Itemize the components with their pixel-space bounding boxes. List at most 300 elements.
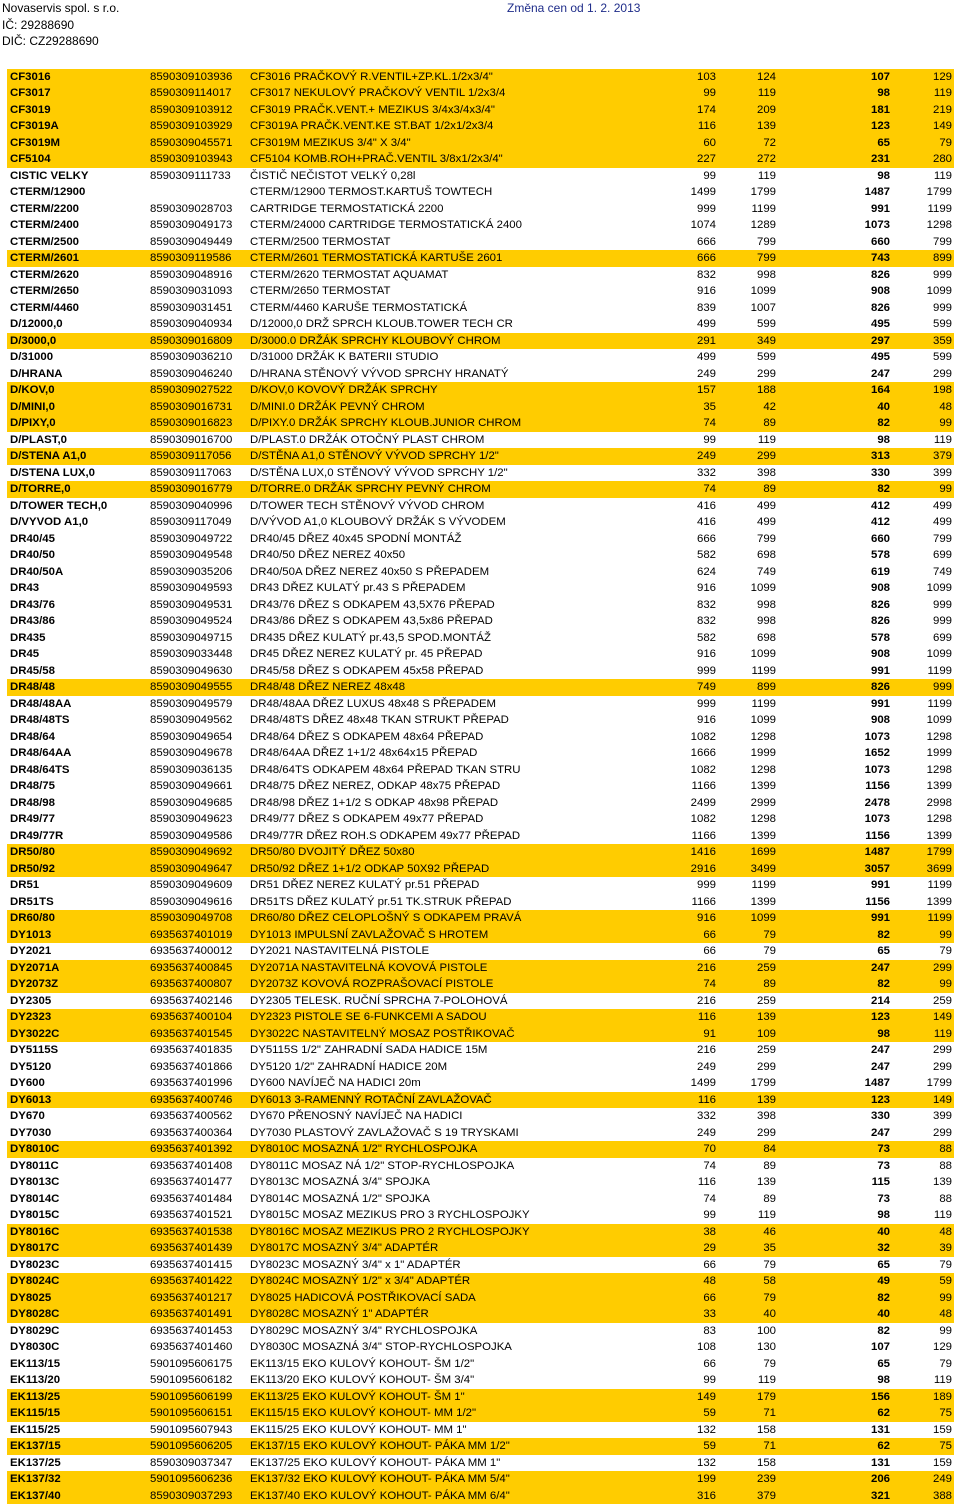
table-row — [7, 300, 954, 317]
price-new-vat: 88 — [939, 1159, 952, 1172]
price-old-net: 99 — [703, 169, 716, 182]
table-row — [7, 333, 954, 350]
table-row — [7, 877, 954, 894]
product-description: DR48/64TS ODKAPEM 48x64 PŘEPAD TKAN STRU — [250, 763, 521, 776]
price-new-vat: 159 — [932, 1423, 952, 1436]
ean-code: 6935637401491 — [150, 1308, 233, 1320]
product-code: CF5104 — [10, 153, 51, 165]
price-old-vat: 799 — [756, 252, 776, 264]
price-old-vat: 272 — [756, 153, 776, 165]
ean-code: 8590309016731 — [150, 400, 233, 413]
table-row — [7, 432, 954, 449]
price-new-vat: 119 — [933, 169, 952, 182]
ean-code: 6935637400012 — [150, 945, 233, 957]
product-description: CTERM/12900 TERMOST.KARTUŠ TOWTECH — [250, 186, 493, 198]
price-new-net: 206 — [870, 1473, 890, 1485]
table-row — [7, 1389, 954, 1406]
price-old-net: 74 — [703, 1192, 716, 1205]
price-old-net: 999 — [696, 664, 716, 677]
ean-code: 6935637401460 — [150, 1341, 233, 1353]
price-change-note: Změna cen od 1. 2. 2013 — [507, 1, 641, 15]
price-old-vat: 1099 — [750, 912, 776, 924]
product-code: DR50/80 — [10, 846, 55, 858]
price-old-vat: 188 — [756, 384, 776, 396]
product-description: DY2021 NASTAVITELNÁ PISTOLE — [250, 945, 430, 957]
table-row — [7, 1009, 954, 1026]
product-code: EK137/32 — [10, 1473, 61, 1485]
price-new-vat: 379 — [932, 450, 952, 462]
product-code: DY600 — [10, 1077, 45, 1089]
price-old-net: 66 — [703, 1258, 716, 1271]
product-description: DY3022C NASTAVITELNÝ MOSAZ POSTŘIKOVAČ — [250, 1027, 515, 1040]
table-row — [7, 1092, 954, 1109]
price-old-net: 116 — [697, 120, 716, 132]
table-row — [7, 679, 954, 696]
price-new-net: 908 — [870, 285, 890, 297]
ean-code: 8590309049678 — [150, 747, 233, 759]
price-old-net: 35 — [703, 400, 716, 413]
product-code: DR40/50 — [10, 549, 55, 561]
product-code: DR43 — [10, 582, 40, 594]
price-old-net: 60 — [703, 136, 716, 149]
product-description: DY8017C MOSAZNÝ 3/4" ADAPTÉR — [250, 1242, 439, 1254]
product-description: CARTRIDGE TERMOSTATICKÁ 2200 — [250, 202, 444, 215]
price-old-net: 416 — [696, 516, 716, 528]
ean-code: 6935637401521 — [150, 1209, 233, 1221]
price-old-net: 66 — [703, 1291, 716, 1304]
product-description: D/TOWER TECH STĚNOVÝ VÝVOD CHROM — [250, 499, 485, 512]
price-new-vat: 149 — [932, 120, 952, 132]
product-description: EK115/15 EKO KULOVÝ KOHOUT- MM 1/2" — [250, 1407, 477, 1419]
product-description: CTERM/4460 KARUŠE TERMOSTATICKÁ — [250, 301, 468, 314]
price-new-vat: 99 — [939, 978, 952, 990]
price-new-net: 65 — [877, 945, 890, 957]
price-new-net: 247 — [870, 1044, 890, 1056]
product-description: CTERM/24000 CARTRIDGE TERMOSTATICKÁ 2400 — [250, 219, 522, 231]
ean-code: 8590309031451 — [150, 301, 233, 314]
price-old-net: 149 — [696, 1390, 716, 1403]
price-old-vat: 1099 — [750, 648, 776, 660]
table-row — [7, 696, 954, 713]
product-code: CTERM/2200 — [10, 202, 80, 215]
product-code: EK115/15 — [10, 1407, 61, 1419]
table-row — [7, 283, 954, 300]
price-old-net: 83 — [703, 1324, 716, 1337]
product-code: CTERM/2400 — [10, 219, 80, 231]
price-new-net: 40 — [877, 400, 890, 413]
table-row — [7, 1191, 954, 1208]
product-code: DY7030 — [10, 1126, 52, 1139]
price-old-vat: 109 — [756, 1027, 776, 1040]
price-new-vat: 299 — [932, 367, 952, 380]
price-old-net: 999 — [696, 879, 716, 891]
price-old-net: 116 — [697, 1011, 716, 1023]
price-old-vat: 499 — [756, 516, 776, 528]
price-old-vat: 1099 — [750, 285, 776, 297]
price-old-net: 332 — [696, 466, 716, 479]
ean-code: 5901095606199 — [150, 1390, 233, 1403]
product-description: D/12000,0 DRŽ SPRCH KLOUB.TOWER TECH CR — [250, 318, 513, 330]
ean-code: 8590309049562 — [150, 714, 233, 726]
ean-code: 5901095607943 — [150, 1423, 233, 1436]
ean-code: 6935637401866 — [150, 1060, 233, 1073]
product-code: DR48/48TS — [10, 714, 70, 726]
product-description: DR50/92 DŘEZ 1+1/2 ODKAP 50X92 PŘEPAD — [250, 862, 490, 875]
price-old-net: 1082 — [690, 813, 716, 825]
ean-code: 6935637401415 — [150, 1258, 233, 1271]
price-old-vat: 46 — [763, 1225, 776, 1238]
product-description: EK113/25 EKO KULOVÝ KOHOUT- ŠM 1" — [250, 1390, 465, 1403]
price-new-net: 98 — [877, 169, 890, 182]
price-old-vat: 71 — [763, 1407, 776, 1419]
price-old-net: 249 — [696, 1060, 716, 1073]
price-old-net: 291 — [696, 334, 716, 347]
product-description: CTERM/2650 TERMOSTAT — [250, 285, 391, 297]
price-new-net: 1073 — [864, 219, 890, 231]
product-code: EK113/15 — [10, 1357, 61, 1370]
product-code: D/MINI,0 — [10, 400, 55, 413]
table-row — [7, 1290, 954, 1307]
price-old-vat: 998 — [756, 268, 776, 281]
product-code: DR50/92 — [10, 862, 55, 875]
price-new-vat: 999 — [932, 598, 952, 611]
ean-code: 6935637401477 — [150, 1176, 233, 1188]
price-old-vat: 1399 — [750, 895, 776, 908]
price-new-net: 991 — [870, 202, 890, 215]
price-new-vat: 599 — [932, 318, 952, 330]
ean-code: 8590309040996 — [150, 499, 233, 512]
price-new-vat: 999 — [932, 681, 952, 693]
price-old-vat: 1399 — [750, 829, 776, 842]
product-code: DR48/48AA — [10, 697, 72, 710]
product-description: DY5120 1/2" ZAHRADNÍ HADICE 20M — [250, 1060, 448, 1073]
product-code: DY2021 — [10, 945, 52, 957]
price-old-vat: 1699 — [750, 846, 776, 858]
price-new-net: 1073 — [864, 813, 890, 825]
table-row — [7, 943, 954, 960]
table-row — [7, 168, 954, 185]
price-new-vat: 999 — [932, 268, 952, 281]
product-description: D/PLAST.0 DRŽÁK OTOČNÝ PLAST CHROM — [250, 433, 485, 446]
table-row — [7, 745, 954, 762]
price-new-net: 247 — [870, 1126, 890, 1139]
price-new-net: 1156 — [865, 780, 890, 792]
price-new-net: 908 — [870, 648, 890, 660]
price-old-vat: 239 — [756, 1473, 776, 1485]
product-code: DR60/80 — [10, 912, 55, 924]
product-description: DR48/75 DŘEZ NEREZ, ODKAP 48x75 PŘEPAD — [250, 780, 501, 792]
ean-code: 8590309049548 — [150, 549, 233, 561]
price-old-net: 1166 — [691, 780, 716, 792]
table-row — [7, 481, 954, 498]
price-old-vat: 119 — [757, 433, 776, 446]
ean-code: 6935637401835 — [150, 1044, 233, 1056]
table-row — [7, 382, 954, 399]
price-new-net: 65 — [877, 1258, 890, 1271]
table-row — [7, 151, 954, 168]
price-old-net: 582 — [696, 549, 716, 561]
price-new-vat: 1298 — [926, 730, 952, 743]
product-code: DY6013 — [10, 1093, 52, 1106]
price-old-net: 38 — [703, 1225, 716, 1238]
price-new-vat: 198 — [932, 384, 952, 396]
product-description: DR45/58 DŘEZ S ODKAPEM 45x58 PŘEPAD — [250, 664, 484, 677]
ean-code: 6935637400364 — [150, 1126, 233, 1139]
ean-code: 8590309033448 — [150, 648, 233, 660]
price-old-vat: 79 — [763, 1357, 776, 1370]
price-new-vat: 99 — [939, 483, 952, 495]
product-description: EK137/15 EKO KULOVÝ KOHOUT- PÁKA MM 1/2" — [250, 1440, 510, 1452]
ean-code: 5901095606151 — [150, 1407, 233, 1419]
ean-code: 8590309049661 — [150, 780, 233, 792]
price-new-vat: 39 — [939, 1242, 952, 1254]
price-old-net: 832 — [696, 598, 716, 611]
price-new-vat: 299 — [932, 961, 952, 974]
price-old-net: 99 — [703, 433, 716, 446]
price-new-vat: 1099 — [926, 285, 952, 297]
product-code: DY8011C — [10, 1159, 59, 1172]
product-code: D/PLAST,0 — [10, 433, 67, 446]
price-old-vat: 698 — [756, 549, 776, 561]
price-new-vat: 159 — [932, 1456, 952, 1469]
price-old-vat: 349 — [756, 334, 776, 347]
price-new-net: 82 — [877, 978, 890, 990]
price-old-vat: 499 — [756, 499, 776, 512]
price-old-net: 74 — [703, 417, 716, 429]
product-code: DY3022C — [10, 1027, 60, 1040]
product-description: DY8023C MOSAZNÝ 3/4" x 1" ADAPTÉR — [250, 1258, 461, 1271]
price-new-vat: 48 — [939, 1225, 952, 1238]
product-code: DR43/76 — [10, 598, 55, 611]
product-code: EK113/20 — [10, 1374, 61, 1386]
price-new-net: 1156 — [865, 895, 890, 908]
price-new-net: 247 — [870, 367, 890, 380]
price-old-net: 499 — [696, 351, 716, 363]
ean-code: 8590309016809 — [150, 334, 233, 347]
ean-code: 6935637401545 — [150, 1027, 233, 1040]
product-description: D/3000.0 DRŽÁK SPRCHY KLOUBOVÝ CHROM — [250, 334, 501, 347]
price-new-net: 62 — [877, 1407, 890, 1419]
ean-code: 8590309049593 — [150, 582, 233, 594]
price-old-net: 227 — [696, 153, 716, 165]
price-old-vat: 998 — [756, 615, 776, 627]
price-old-net: 59 — [703, 1440, 716, 1452]
price-old-vat: 42 — [763, 400, 776, 413]
ean-code: 8590309117063 — [150, 466, 232, 479]
product-description: CTERM/2500 TERMOSTAT — [250, 235, 391, 248]
table-row — [7, 1207, 954, 1224]
product-description: DY8016C MOSAZ MEZIKUS PRO 2 RYCHLOSPOJKY — [250, 1225, 530, 1238]
table-row — [7, 514, 954, 531]
price-new-net: 98 — [877, 433, 890, 446]
price-new-vat: 149 — [932, 1093, 952, 1106]
product-code: DR45 — [10, 648, 40, 660]
product-description: DR40/50A DŘEZ NEREZ 40x50 S PŘEPADEM — [250, 565, 490, 578]
price-new-vat: 499 — [932, 516, 952, 528]
product-description: DR40/50 DŘEZ NEREZ 40x50 — [250, 549, 406, 561]
price-new-vat: 75 — [939, 1440, 952, 1452]
table-row — [7, 1471, 954, 1488]
price-old-net: 216 — [696, 961, 716, 974]
price-new-net: 82 — [877, 483, 890, 495]
product-code: D/31000 — [10, 351, 54, 363]
price-new-net: 82 — [877, 1324, 890, 1337]
price-old-vat: 179 — [756, 1390, 776, 1403]
price-old-vat: 58 — [763, 1275, 776, 1287]
price-old-vat: 139 — [756, 120, 776, 132]
table-row — [7, 630, 954, 647]
price-old-net: 132 — [696, 1423, 716, 1436]
price-new-vat: 799 — [932, 235, 952, 248]
product-code: DY8029C — [10, 1324, 60, 1337]
ean-code: 8590309049449 — [150, 235, 233, 248]
price-new-vat: 139 — [932, 1176, 952, 1188]
table-row — [7, 1455, 954, 1472]
price-new-vat: 119 — [933, 1209, 952, 1221]
price-old-vat: 599 — [756, 351, 776, 363]
product-description: D/STĚNA A1,0 STĚNOVÝ VÝVOD SPRCHY 1/2" — [250, 450, 499, 462]
ean-code: 8590309028703 — [150, 202, 233, 215]
price-old-net: 1082 — [690, 763, 716, 776]
price-old-net: 839 — [696, 301, 716, 314]
price-old-vat: 398 — [756, 466, 776, 479]
price-old-net: 249 — [696, 450, 716, 462]
product-code: EK115/25 — [10, 1423, 61, 1436]
product-code: EK137/40 — [10, 1489, 61, 1502]
price-new-net: 73 — [877, 1159, 890, 1172]
product-code: DY8025 — [10, 1291, 52, 1304]
product-description: D/PIXY.0 DRŽÁK SPRCHY KLOUB.JUNIOR CHROM — [250, 417, 522, 429]
price-new-vat: 899 — [932, 252, 952, 264]
price-new-net: 1487 — [864, 846, 890, 858]
price-old-vat: 139 — [756, 1011, 776, 1023]
product-code: DY8016C — [10, 1225, 60, 1238]
price-new-net: 65 — [877, 1357, 890, 1370]
ean-code: 8590309016779 — [150, 483, 233, 495]
product-description: DY2305 TELESK. RUČNÍ SPRCHA 7-POLOHOVÁ — [250, 994, 508, 1007]
price-old-vat: 209 — [756, 103, 776, 116]
price-new-net: 73 — [877, 1192, 890, 1205]
ean-code: 6935637400104 — [150, 1011, 233, 1023]
product-code: DR48/75 — [10, 780, 55, 792]
price-new-vat: 1799 — [926, 1077, 952, 1089]
product-code: CF3016 — [10, 70, 51, 83]
table-row — [7, 597, 954, 614]
price-old-vat: 259 — [756, 994, 776, 1007]
price-old-vat: 89 — [763, 1192, 776, 1205]
price-new-vat: 1099 — [926, 714, 952, 726]
product-code: DY8028C — [10, 1308, 60, 1320]
price-new-net: 1487 — [864, 1077, 890, 1089]
price-new-net: 40 — [877, 1308, 890, 1320]
table-row — [7, 795, 954, 812]
price-old-vat: 1007 — [750, 301, 776, 314]
price-old-vat: 1999 — [750, 747, 776, 759]
price-new-vat: 1799 — [926, 846, 952, 858]
price-old-net: 157 — [696, 384, 716, 396]
price-old-net: 66 — [703, 1357, 716, 1370]
price-new-vat: 249 — [932, 1473, 952, 1485]
price-new-vat: 1799 — [926, 186, 952, 198]
price-new-net: 826 — [870, 598, 890, 611]
price-new-vat: 129 — [932, 1341, 952, 1353]
product-code: D/HRANA — [10, 367, 63, 380]
ean-code: 8590309036135 — [150, 763, 233, 776]
table-row — [7, 580, 954, 597]
price-old-vat: 40 — [763, 1308, 776, 1320]
price-new-net: 107 — [870, 70, 890, 83]
price-new-net: 82 — [877, 928, 890, 941]
price-new-net: 660 — [870, 235, 890, 248]
product-description: CTERM/2601 TERMOSTATICKÁ KARTUŠE 2601 — [250, 252, 503, 264]
product-code: DY8023C — [10, 1258, 60, 1271]
table-row — [7, 349, 954, 366]
product-code: D/KOV,0 — [10, 384, 55, 396]
price-old-net: 582 — [696, 631, 716, 644]
price-old-vat: 1099 — [750, 714, 776, 726]
price-new-net: 62 — [877, 1440, 890, 1452]
ean-code: 8590309049654 — [150, 730, 233, 743]
price-new-net: 65 — [877, 136, 890, 149]
product-description: DY8028C MOSAZNÝ 1" ADAPTÉR — [250, 1308, 429, 1320]
price-old-vat: 899 — [756, 681, 776, 693]
price-old-vat: 1199 — [751, 202, 776, 215]
product-description: DY8015C MOSAZ MEZIKUS PRO 3 RYCHLOSPOJKY — [250, 1209, 530, 1221]
price-old-vat: 89 — [763, 483, 776, 495]
price-new-vat: 299 — [932, 1060, 952, 1073]
price-new-net: 330 — [870, 466, 890, 479]
price-new-vat: 59 — [939, 1275, 952, 1287]
table-row — [7, 498, 954, 515]
product-description: CF3019 PRAČK.VENT.+ MEZIKUS 3/4x3/4x3/4" — [250, 103, 495, 116]
price-old-net: 624 — [696, 565, 716, 578]
price-new-vat: 79 — [939, 1258, 952, 1271]
price-old-vat: 1099 — [750, 582, 776, 594]
ean-code: 8590309111733 — [150, 169, 231, 182]
product-code: CISTIC VELKY — [10, 169, 89, 182]
price-new-net: 98 — [877, 1209, 890, 1221]
price-old-net: 749 — [696, 681, 716, 693]
price-new-net: 578 — [870, 549, 890, 561]
price-new-net: 826 — [870, 615, 890, 627]
table-row — [7, 960, 954, 977]
price-old-vat: 35 — [763, 1242, 776, 1254]
ean-code: 5901095606205 — [150, 1440, 233, 1452]
table-row — [7, 85, 954, 102]
product-code: DR435 — [10, 631, 46, 644]
price-old-net: 316 — [696, 1489, 716, 1502]
price-new-net: 181 — [870, 103, 890, 116]
price-new-net: 123 — [870, 1093, 890, 1106]
price-old-vat: 79 — [763, 1291, 776, 1304]
price-new-net: 908 — [870, 714, 890, 726]
ean-code: 8590309027522 — [150, 384, 233, 396]
table-row — [7, 1108, 954, 1125]
ean-code: 8590309049579 — [150, 697, 233, 710]
price-new-net: 495 — [870, 318, 890, 330]
price-old-net: 99 — [703, 1374, 716, 1386]
price-new-vat: 79 — [939, 1357, 952, 1370]
price-old-net: 116 — [697, 1176, 716, 1188]
price-old-net: 332 — [696, 1110, 716, 1122]
price-old-net: 103 — [696, 70, 716, 83]
price-new-net: 1073 — [864, 763, 890, 776]
product-description: DR48/98 DŘEZ 1+1/2 S ODKAP 48x98 PŘEPAD — [250, 796, 499, 809]
price-old-vat: 139 — [756, 1176, 776, 1188]
ean-code: 8590309103929 — [150, 120, 233, 132]
price-new-vat: 119 — [933, 433, 952, 446]
price-old-vat: 89 — [763, 417, 776, 429]
